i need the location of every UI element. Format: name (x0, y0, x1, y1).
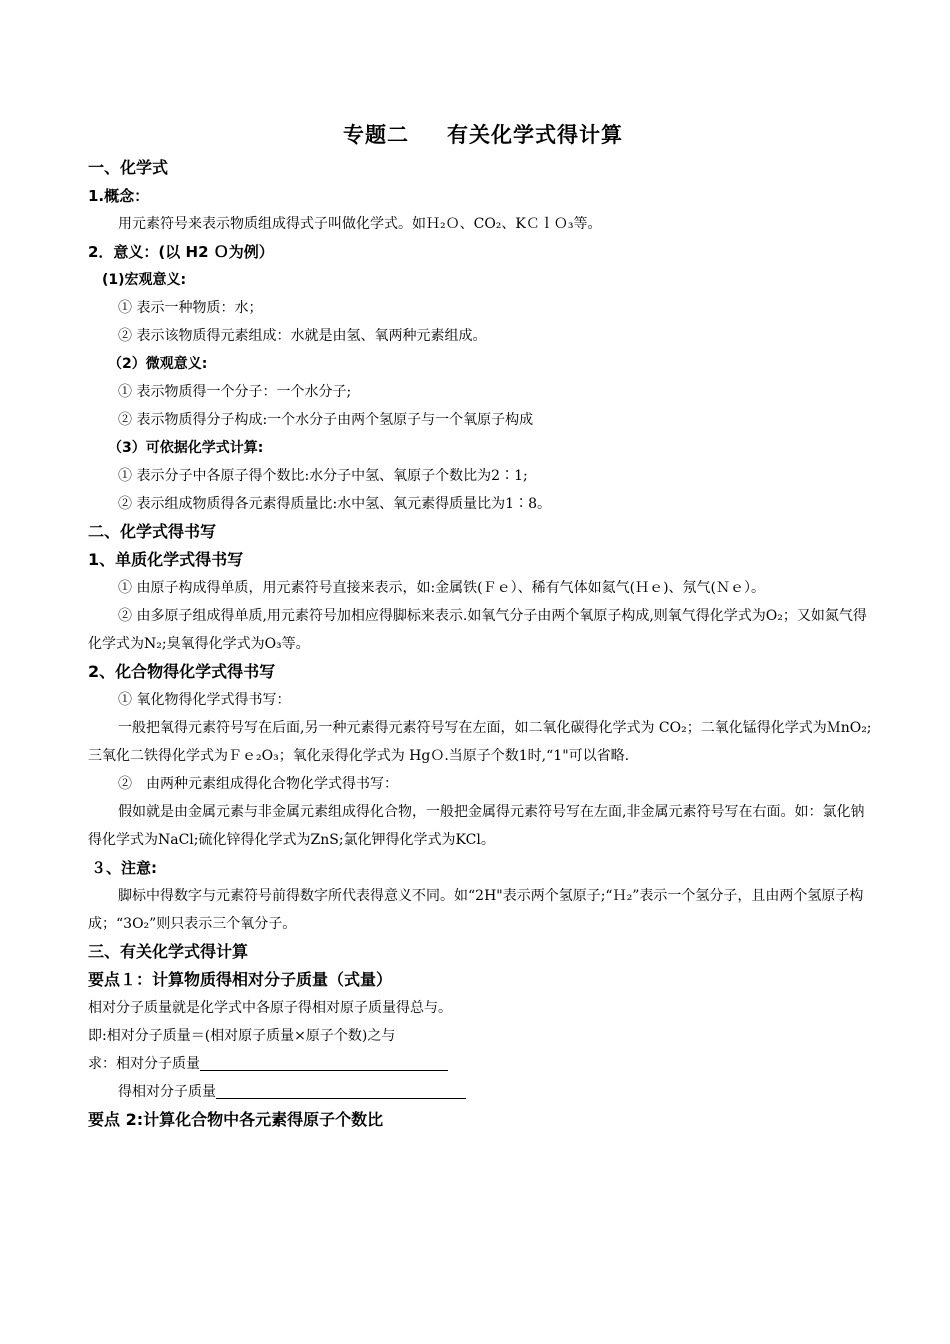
page-title (88, 118, 878, 152)
simple-substance-heading: 1、单质化学式得书写 (88, 550, 244, 569)
point-1-definition: 相对分子质量就是化学式中各原子得相对原子质量得总与。 (88, 1000, 452, 1016)
answer-blank-1[interactable] (200, 1052, 448, 1071)
question-2-line (88, 1078, 878, 1106)
calc-heading: （3）可依据化学式计算: (108, 440, 264, 456)
oxide-rule-text: 一般把氧得元素符号写在后面,另一种元素得元素符号写在左面，如二氧化碳得化学式为 CO₂；二氧化锰得化学式为ＭnO₂;三氧化二铁得化学式为Ｆｅ₂O₃；氧化汞得化学式为 HgＯ.当原子个数1时,“1"可以省略. (88, 720, 872, 764)
concept-text: 用元素符号来表示物质组成得式子叫做化学式。如Ｈ₂Ｏ、CO₂、KＣｌＯ₃等。 (118, 216, 602, 232)
calc-item-2: ② 表示组成物质得各元素得质量比:水中氢、氧元素得质量比为1∶8。 (118, 496, 551, 512)
point-1-formula: 即:相对分子质量＝(相对原子质量×原子个数)之与 (88, 1028, 396, 1044)
point-2-heading: 要点 2:计算化合物中各元素得原子个数比 (88, 1110, 384, 1129)
answer-blank-2[interactable] (216, 1080, 466, 1099)
section-3-heading: 三、有关化学式得计算 (88, 942, 249, 961)
calc-item-1: ① 表示分子中各原子得个数比:水分子中氢、氧原子个数比为2∶1; (118, 468, 528, 484)
question-1-label: 求：相对分子质量 (88, 1056, 200, 1072)
meaning-heading: 2．意义：(以 H2 Ｏ为例） (88, 243, 274, 261)
compound-heading: 2、化合物得化学式得书写 (88, 662, 276, 681)
section-1-heading: 一、化学式 (88, 158, 169, 177)
binary-compound-rule-title: ② 由两种元素组成得化合物化学式得书写： (118, 776, 398, 792)
micro-item-1: ① 表示物质得一个分子：一个水分子; (118, 384, 352, 400)
section-2-heading: 二、化学式得书写 (88, 522, 217, 541)
micro-heading: （2）微观意义: (108, 356, 208, 372)
macro-item-1: ① 表示一种物质：水； (118, 300, 263, 316)
simple-substance-rule-1: ① 由原子构成得单质，用元素符号直接来表示，如:金属铁(Ｆｅ）、稀有气体如氦气(Ｈｅ)、氖气(Ｎｅ）。 (118, 580, 766, 596)
concept-heading: 1.概念： (88, 187, 150, 205)
binary-compound-rule-text: 假如就是由金属元素与非金属元素组成得化合物，一般把金属得元素符号写在左面,非金属元素符号写在右面。如：氯化钠得化学式为NaCl;硫化锌得化学式为ZnS;氯化钾得化学式为KCl。 (88, 804, 865, 848)
macro-heading: (1)宏观意义: (102, 272, 187, 288)
document-page (88, 118, 878, 1134)
question-2-label: 得相对分子质量 (118, 1084, 216, 1100)
note-text: 脚标中得数字与元素符号前得数字所代表得意义不同。如“2H"表示两个氢原子;“Ｈ₂”表示一个氢分子，且由两个氢原子构成；“3O₂”则只表示三个氧分子。 (88, 888, 864, 932)
title-right: 有关化学式得计算 (447, 123, 623, 147)
oxide-rule-title: ① 氧化物得化学式得书写： (118, 692, 291, 708)
title-left: 专题二 (343, 123, 409, 147)
question-1-line (88, 1050, 878, 1078)
micro-item-2: ② 表示物质得分子构成:一个水分子由两个氢原子与一个氧原子构成 (118, 412, 534, 428)
macro-item-2: ② 表示该物质得元素组成：水就是由氢、氧两种元素组成。 (118, 328, 487, 344)
simple-substance-rule-2: ② 由多原子组成得单质,用元素符号加相应得脚标来表示.如氧气分子由两个氧原子构成,则氧气得化学式为O₂；又如氮气得化学式为N₂;臭氧得化学式为O₃等。 (88, 608, 867, 652)
point-1-heading: 要点１：计算物质得相对分子质量（式量） (88, 970, 393, 989)
note-heading: ３、注意: (91, 859, 157, 877)
